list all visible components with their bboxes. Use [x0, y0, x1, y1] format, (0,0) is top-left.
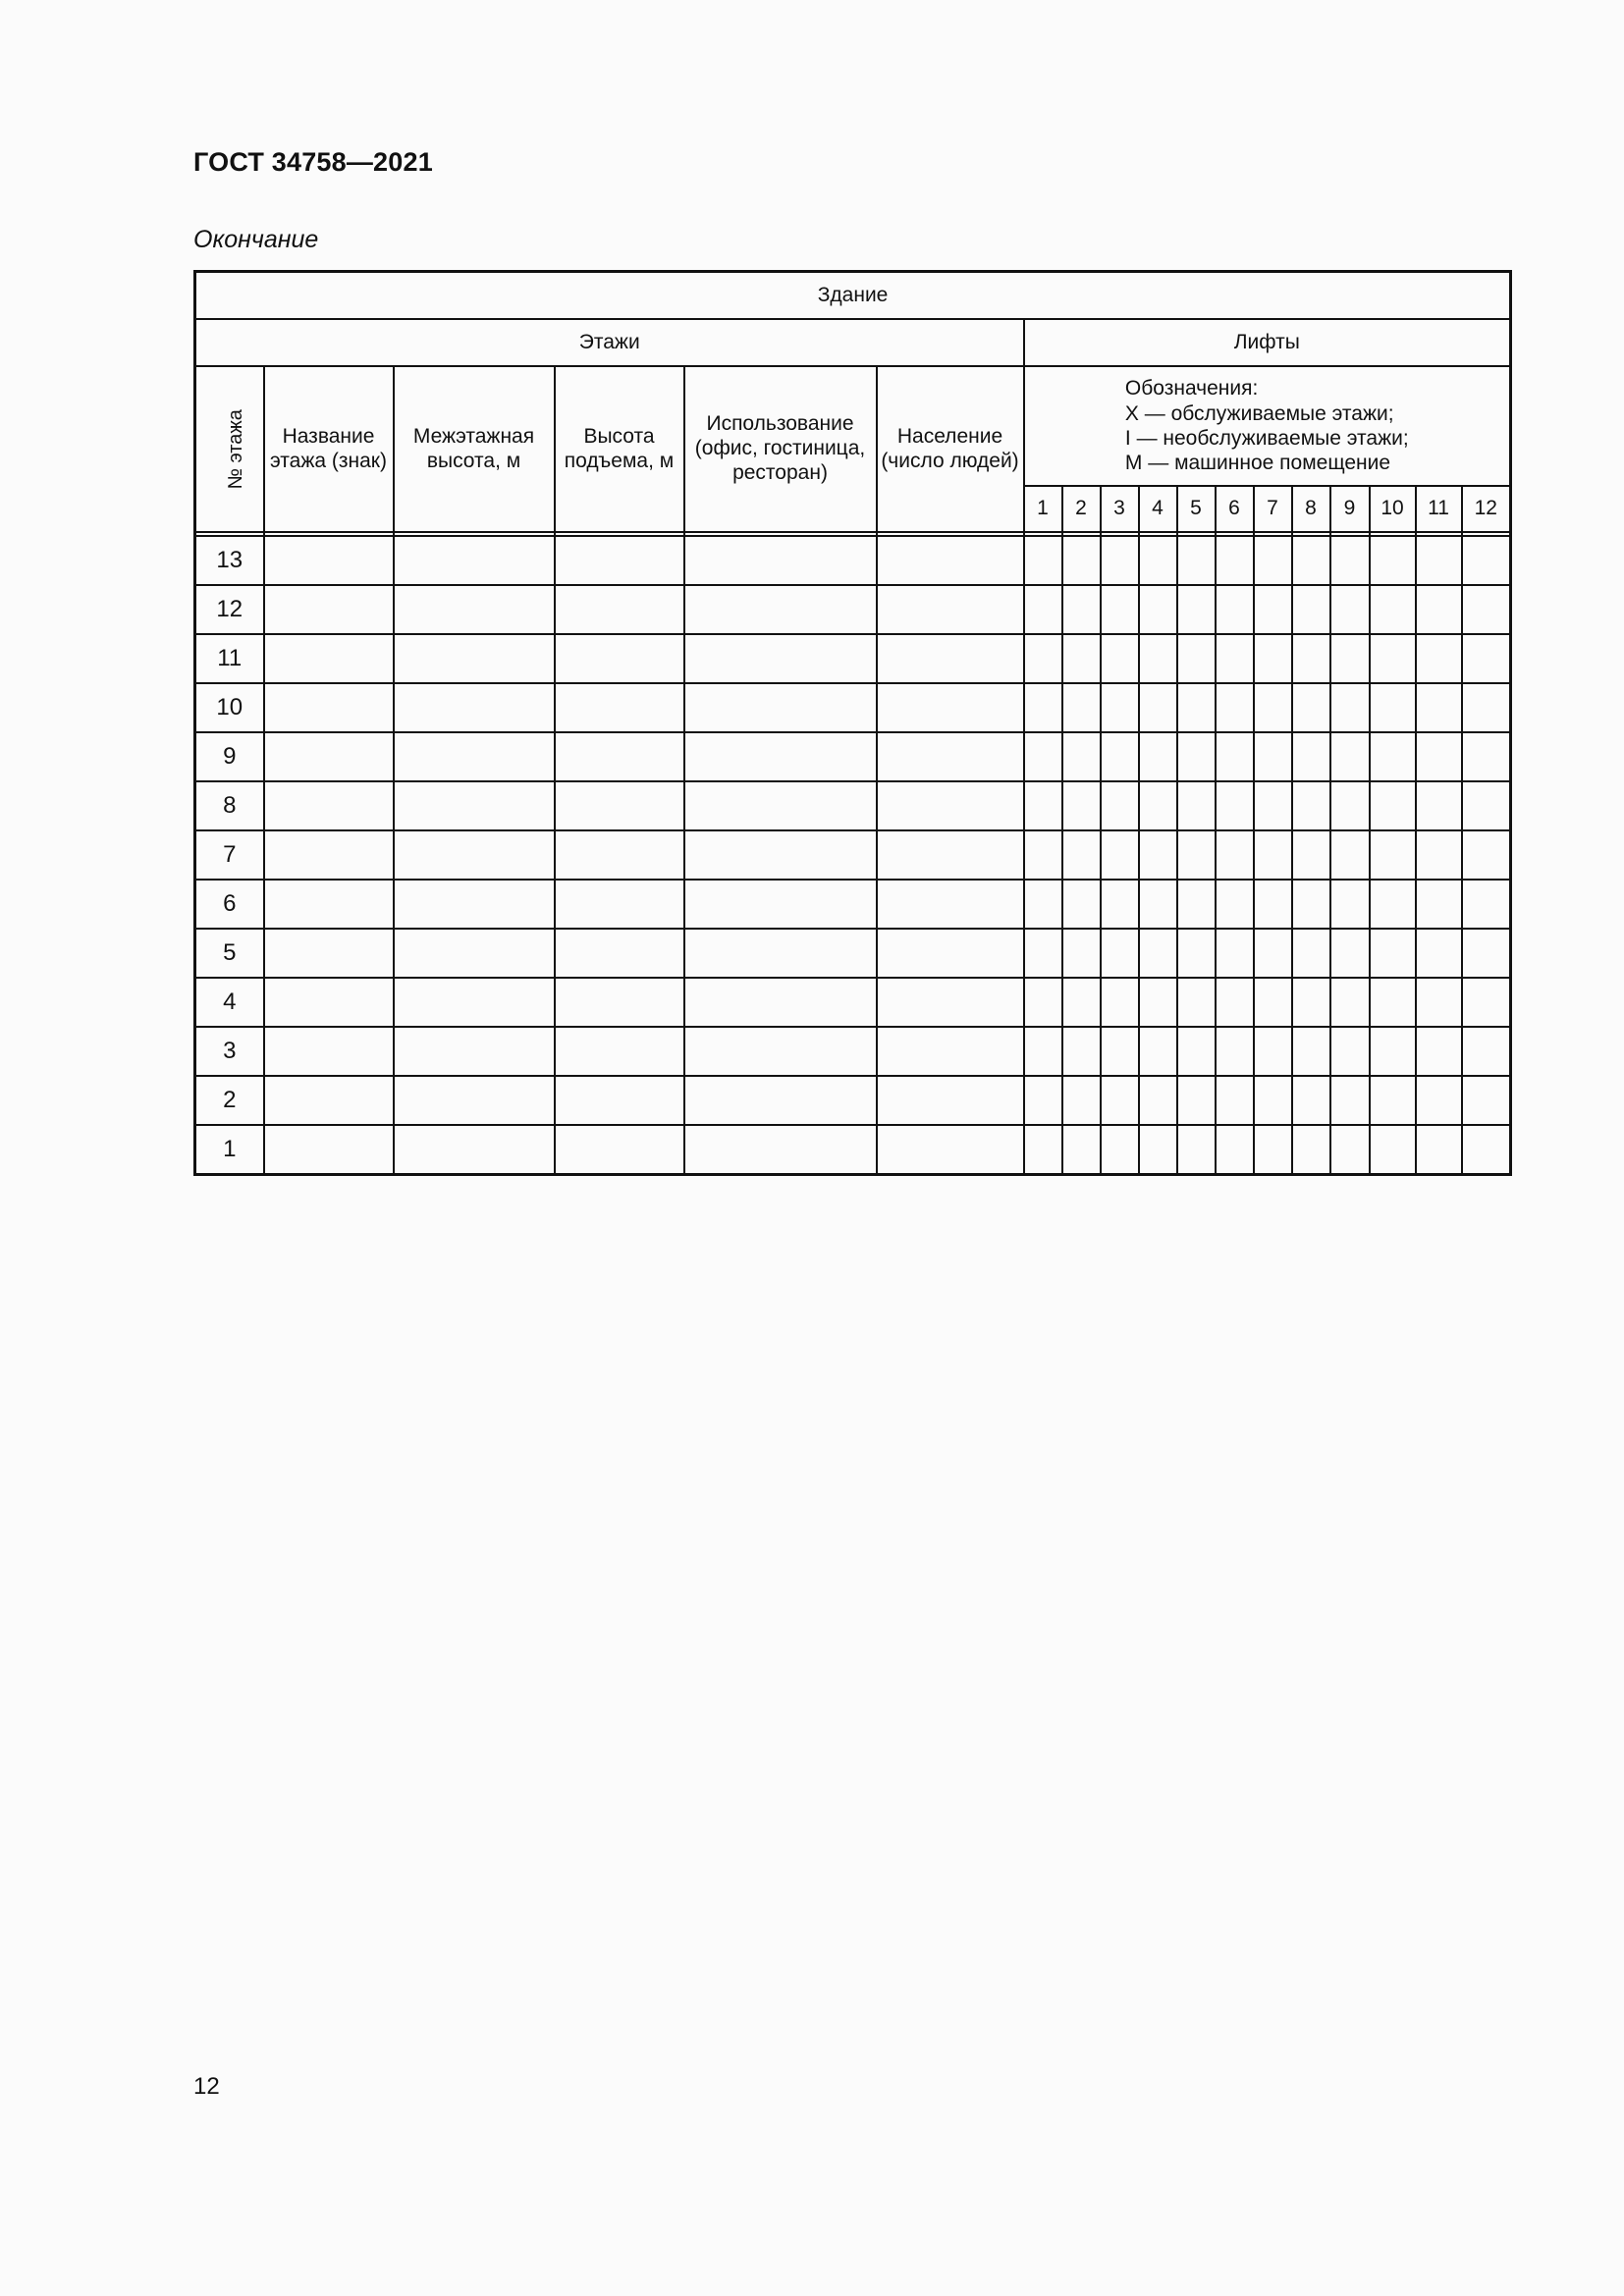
lift-service-cell — [1254, 1076, 1292, 1125]
lift-service-cell — [1330, 830, 1370, 880]
lift-service-cell — [1216, 880, 1254, 929]
lift-service-cell — [1292, 1076, 1330, 1125]
lift-service-cell — [1062, 1125, 1101, 1175]
lift-service-cell — [1177, 732, 1216, 781]
lift-service-cell — [1330, 1125, 1370, 1175]
floor-number-header — [195, 366, 264, 532]
lift-service-cell — [1024, 1027, 1062, 1076]
lift-service-cell — [1062, 732, 1101, 781]
lift-service-cell — [1216, 1027, 1254, 1076]
floor-data-cell — [684, 1076, 877, 1125]
floor-data-cell — [877, 830, 1024, 880]
lift-service-cell — [1216, 683, 1254, 732]
floor-data-cell — [684, 732, 877, 781]
lift-service-cell — [1101, 880, 1139, 929]
floor-number-cell: 10 — [195, 683, 264, 732]
table-row — [195, 585, 1511, 634]
lift-service-cell — [1330, 585, 1370, 634]
lift-service-cell — [1462, 732, 1511, 781]
lift-service-cell — [1101, 536, 1139, 585]
floor-data-cell — [394, 585, 555, 634]
lift-service-cell — [1416, 929, 1462, 978]
lift-service-cell — [1101, 929, 1139, 978]
lift-service-cell — [1101, 781, 1139, 830]
floor-data-cell — [555, 732, 684, 781]
floor-data-cell — [555, 830, 684, 880]
lift-service-cell — [1292, 536, 1330, 585]
lift-service-cell — [1062, 585, 1101, 634]
lift-service-cell — [1139, 634, 1177, 683]
table-row — [195, 1076, 1511, 1125]
lift-number-header: 11 — [1416, 486, 1462, 532]
floor-data-cell — [394, 880, 555, 929]
floor-data-cell — [394, 830, 555, 880]
lift-service-cell — [1462, 1027, 1511, 1076]
lift-service-cell — [1254, 585, 1292, 634]
lift-service-cell — [1177, 1125, 1216, 1175]
floor-data-cell — [555, 683, 684, 732]
population-header: Население (число людей) — [877, 366, 1024, 532]
lift-service-cell — [1370, 1125, 1416, 1175]
lift-service-cell — [1254, 830, 1292, 880]
lift-service-cell — [1254, 978, 1292, 1027]
lift-service-cell — [1254, 536, 1292, 585]
lift-service-cell — [1062, 781, 1101, 830]
lift-service-cell — [1062, 683, 1101, 732]
lift-service-cell — [1024, 683, 1062, 732]
lift-service-cell — [1330, 1076, 1370, 1125]
document-header: ГОСТ 34758—2021 — [193, 147, 433, 177]
floor-data-cell — [264, 585, 394, 634]
floor-data-cell — [555, 880, 684, 929]
floor-data-cell — [684, 1027, 877, 1076]
lift-number-header: 3 — [1101, 486, 1139, 532]
lift-service-cell — [1062, 830, 1101, 880]
lift-service-cell — [1370, 830, 1416, 880]
lift-service-cell — [1370, 585, 1416, 634]
floor-data-cell — [264, 634, 394, 683]
lift-service-cell — [1139, 585, 1177, 634]
lift-service-cell — [1416, 536, 1462, 585]
floor-data-cell — [684, 683, 877, 732]
usage-header: Использование (офис, гостиница, ресторан) — [684, 366, 877, 532]
legend-line-served: X — обслуживаемые этажи; — [1124, 401, 1394, 425]
table-row — [195, 830, 1511, 880]
lift-service-cell — [1292, 683, 1330, 732]
floor-number-cell: 9 — [195, 732, 264, 781]
lift-service-cell — [1254, 880, 1292, 929]
lift-service-cell — [1101, 978, 1139, 1027]
lift-service-cell — [1462, 634, 1511, 683]
lift-service-cell — [1330, 732, 1370, 781]
lift-service-cell — [1370, 683, 1416, 732]
lift-number-header: 8 — [1292, 486, 1330, 532]
floor-data-cell — [394, 1027, 555, 1076]
floor-name-header: Название этажа (знак) — [264, 366, 394, 532]
lift-service-cell — [1062, 1027, 1101, 1076]
floor-data-cell — [264, 781, 394, 830]
lift-service-cell — [1062, 978, 1101, 1027]
lift-service-cell — [1101, 585, 1139, 634]
floor-data-cell — [684, 978, 877, 1027]
lift-height-header: Высота подъема, м — [555, 366, 684, 532]
lift-service-cell — [1330, 978, 1370, 1027]
floor-data-cell — [264, 929, 394, 978]
lift-service-cell — [1024, 585, 1062, 634]
lift-service-cell — [1139, 978, 1177, 1027]
lift-service-cell — [1177, 830, 1216, 880]
lift-service-cell — [1024, 1076, 1062, 1125]
lift-service-cell — [1216, 830, 1254, 880]
table-row — [195, 1125, 1511, 1175]
lift-service-cell — [1177, 880, 1216, 929]
lift-service-cell — [1062, 929, 1101, 978]
lift-service-cell — [1024, 781, 1062, 830]
lift-service-cell — [1177, 1076, 1216, 1125]
floor-data-cell — [877, 978, 1024, 1027]
lift-service-cell — [1416, 830, 1462, 880]
lift-service-cell — [1292, 732, 1330, 781]
lift-number-header: 7 — [1254, 486, 1292, 532]
lift-number-header: 6 — [1216, 486, 1254, 532]
floor-data-cell — [877, 1076, 1024, 1125]
lift-service-cell — [1254, 634, 1292, 683]
lift-service-cell — [1177, 585, 1216, 634]
lift-service-cell — [1101, 732, 1139, 781]
floor-data-cell — [877, 536, 1024, 585]
floor-data-cell — [264, 978, 394, 1027]
lift-service-cell — [1216, 1125, 1254, 1175]
lift-service-cell — [1370, 880, 1416, 929]
lift-service-cell — [1462, 929, 1511, 978]
lift-service-cell — [1101, 1076, 1139, 1125]
lift-service-cell — [1216, 929, 1254, 978]
lift-service-cell — [1370, 978, 1416, 1027]
lift-service-cell — [1292, 1125, 1330, 1175]
lift-service-cell — [1370, 1076, 1416, 1125]
lift-service-cell — [1292, 781, 1330, 830]
lift-service-cell — [1024, 880, 1062, 929]
floor-data-cell — [877, 634, 1024, 683]
lift-service-cell — [1462, 585, 1511, 634]
table-continuation-caption: Окончание — [193, 226, 319, 253]
lift-service-cell — [1416, 1076, 1462, 1125]
legend-line-machine-room: M — машинное помещение — [1124, 451, 1391, 474]
lift-service-cell — [1024, 1125, 1062, 1175]
table-row — [195, 536, 1511, 585]
floor-number-cell: 5 — [195, 929, 264, 978]
building-header: Здание — [195, 272, 1511, 320]
floor-data-cell — [394, 781, 555, 830]
floor-data-cell — [394, 1076, 555, 1125]
floor-data-cell — [264, 536, 394, 585]
lift-service-cell — [1216, 585, 1254, 634]
floor-number-cell: 7 — [195, 830, 264, 880]
lifts-group-header: Лифты — [1024, 319, 1511, 366]
table-row — [195, 634, 1511, 683]
lift-number-header: 12 — [1462, 486, 1511, 532]
lift-service-cell — [1024, 536, 1062, 585]
floor-data-cell — [555, 929, 684, 978]
lift-service-cell — [1101, 1027, 1139, 1076]
floor-number-cell: 1 — [195, 1125, 264, 1175]
floor-data-cell — [877, 880, 1024, 929]
lift-service-cell — [1462, 536, 1511, 585]
lift-service-cell — [1462, 830, 1511, 880]
floors-group-header: Этажи — [195, 319, 1024, 366]
floor-height-header: Межэтажная высота, м — [394, 366, 555, 532]
lift-service-cell — [1216, 634, 1254, 683]
floor-data-cell — [684, 585, 877, 634]
lift-service-cell — [1370, 536, 1416, 585]
lift-service-cell — [1462, 1125, 1511, 1175]
lift-service-cell — [1416, 732, 1462, 781]
floor-number-cell: 3 — [195, 1027, 264, 1076]
lift-service-cell — [1462, 683, 1511, 732]
table-row — [195, 1027, 1511, 1076]
lift-number-header: 5 — [1177, 486, 1216, 532]
lift-service-cell — [1177, 536, 1216, 585]
lift-service-cell — [1416, 978, 1462, 1027]
floor-data-cell — [684, 781, 877, 830]
table-row — [195, 929, 1511, 978]
lift-service-cell — [1024, 929, 1062, 978]
lift-service-cell — [1139, 683, 1177, 732]
lift-number-header: 9 — [1330, 486, 1370, 532]
floor-data-cell — [394, 683, 555, 732]
lift-service-cell — [1416, 634, 1462, 683]
floor-data-cell — [264, 1125, 394, 1175]
lift-service-cell — [1139, 1027, 1177, 1076]
lift-service-cell — [1416, 585, 1462, 634]
lift-service-cell — [1024, 634, 1062, 683]
legend-line-unserved: I — необслуживаемые этажи; — [1124, 426, 1409, 450]
floor-data-cell — [555, 536, 684, 585]
lift-service-cell — [1062, 634, 1101, 683]
lift-service-cell — [1416, 781, 1462, 830]
lift-service-cell — [1292, 978, 1330, 1027]
floor-data-cell — [684, 1125, 877, 1175]
lift-service-cell — [1024, 978, 1062, 1027]
floor-data-cell — [264, 830, 394, 880]
lift-service-cell — [1139, 830, 1177, 880]
lift-service-cell — [1370, 929, 1416, 978]
floor-data-cell — [877, 585, 1024, 634]
lift-service-cell — [1177, 1027, 1216, 1076]
lift-service-cell — [1292, 880, 1330, 929]
floor-data-cell — [877, 732, 1024, 781]
lift-number-header: 10 — [1370, 486, 1416, 532]
floor-number-label: № этажа — [224, 409, 246, 490]
floor-data-cell — [877, 1027, 1024, 1076]
lift-service-cell — [1216, 732, 1254, 781]
lift-service-cell — [1416, 1027, 1462, 1076]
lift-service-cell — [1139, 536, 1177, 585]
lift-service-cell — [1177, 634, 1216, 683]
lift-number-header: 2 — [1062, 486, 1101, 532]
lift-service-cell — [1101, 634, 1139, 683]
floor-number-cell: 12 — [195, 585, 264, 634]
lift-service-cell — [1330, 781, 1370, 830]
page-number: 12 — [193, 2073, 220, 2100]
lift-service-cell — [1254, 732, 1292, 781]
floor-data-cell — [555, 1027, 684, 1076]
floor-data-cell — [264, 683, 394, 732]
lift-service-cell — [1101, 1125, 1139, 1175]
lift-service-cell — [1292, 634, 1330, 683]
lift-service-cell — [1370, 634, 1416, 683]
lift-service-cell — [1024, 732, 1062, 781]
lift-service-cell — [1139, 1125, 1177, 1175]
floor-data-cell — [877, 929, 1024, 978]
floor-data-cell — [555, 1076, 684, 1125]
lift-service-cell — [1254, 683, 1292, 732]
lift-service-cell — [1416, 1125, 1462, 1175]
floor-data-cell — [684, 830, 877, 880]
lift-service-cell — [1254, 929, 1292, 978]
lift-service-cell — [1177, 929, 1216, 978]
lift-service-cell — [1177, 683, 1216, 732]
table-row — [195, 978, 1511, 1027]
lift-service-cell — [1462, 880, 1511, 929]
lift-service-cell — [1216, 978, 1254, 1027]
lift-service-cell — [1370, 732, 1416, 781]
lift-service-cell — [1370, 1027, 1416, 1076]
floor-data-cell — [394, 634, 555, 683]
lift-service-cell — [1139, 929, 1177, 978]
lift-service-cell — [1177, 781, 1216, 830]
legend-cell — [1024, 366, 1511, 486]
lift-service-cell — [1416, 880, 1462, 929]
lift-service-cell — [1062, 536, 1101, 585]
floor-data-cell — [555, 781, 684, 830]
floor-data-cell — [394, 978, 555, 1027]
floor-rows — [195, 536, 1511, 1175]
lift-service-cell — [1330, 634, 1370, 683]
lift-service-cell — [1062, 880, 1101, 929]
floor-data-cell — [264, 1076, 394, 1125]
floor-data-cell — [555, 978, 684, 1027]
lift-number-header: 4 — [1139, 486, 1177, 532]
floor-data-cell — [264, 1027, 394, 1076]
floor-data-cell — [684, 634, 877, 683]
floor-data-cell — [394, 929, 555, 978]
lift-service-cell — [1330, 1027, 1370, 1076]
lift-service-cell — [1101, 683, 1139, 732]
lift-service-cell — [1139, 1076, 1177, 1125]
lift-floors-table — [193, 270, 1512, 1176]
table-row — [195, 781, 1511, 830]
lift-service-cell — [1216, 781, 1254, 830]
lift-service-cell — [1101, 830, 1139, 880]
floor-data-cell — [555, 585, 684, 634]
lift-service-cell — [1139, 781, 1177, 830]
table-row — [195, 683, 1511, 732]
floor-number-cell: 11 — [195, 634, 264, 683]
table-row — [195, 732, 1511, 781]
lift-service-cell — [1330, 536, 1370, 585]
floor-data-cell — [555, 634, 684, 683]
lift-service-cell — [1292, 585, 1330, 634]
floor-data-cell — [264, 880, 394, 929]
floor-data-cell — [877, 1125, 1024, 1175]
lift-service-cell — [1139, 732, 1177, 781]
lift-service-cell — [1462, 781, 1511, 830]
legend-title: Обозначения: — [1124, 377, 1259, 400]
floor-data-cell — [394, 536, 555, 585]
floor-data-cell — [555, 1125, 684, 1175]
floor-data-cell — [684, 536, 877, 585]
lift-service-cell — [1330, 683, 1370, 732]
lift-service-cell — [1292, 929, 1330, 978]
lift-service-cell — [1062, 1076, 1101, 1125]
lift-service-cell — [1370, 781, 1416, 830]
lift-service-cell — [1462, 978, 1511, 1027]
lift-service-cell — [1216, 536, 1254, 585]
lift-service-cell — [1292, 830, 1330, 880]
floor-data-cell — [394, 732, 555, 781]
lift-service-cell — [1254, 781, 1292, 830]
lift-service-cell — [1216, 1076, 1254, 1125]
lift-service-cell — [1330, 880, 1370, 929]
floor-data-cell — [877, 781, 1024, 830]
floor-number-cell: 13 — [195, 536, 264, 585]
legend — [1125, 376, 1409, 475]
floor-number-cell: 4 — [195, 978, 264, 1027]
floor-number-cell: 6 — [195, 880, 264, 929]
table-row — [195, 880, 1511, 929]
floor-data-cell — [264, 732, 394, 781]
floor-data-cell — [684, 880, 877, 929]
lift-service-cell — [1024, 830, 1062, 880]
lift-service-cell — [1462, 1076, 1511, 1125]
floor-data-cell — [684, 929, 877, 978]
floor-number-cell: 8 — [195, 781, 264, 830]
lift-service-cell — [1254, 1125, 1292, 1175]
lift-service-cell — [1139, 880, 1177, 929]
floor-data-cell — [877, 683, 1024, 732]
lift-service-cell — [1416, 683, 1462, 732]
lift-service-cell — [1292, 1027, 1330, 1076]
floor-data-cell — [394, 1125, 555, 1175]
lift-number-header: 1 — [1024, 486, 1062, 532]
lift-service-cell — [1177, 978, 1216, 1027]
floor-number-cell: 2 — [195, 1076, 264, 1125]
lift-service-cell — [1254, 1027, 1292, 1076]
lift-service-cell — [1330, 929, 1370, 978]
